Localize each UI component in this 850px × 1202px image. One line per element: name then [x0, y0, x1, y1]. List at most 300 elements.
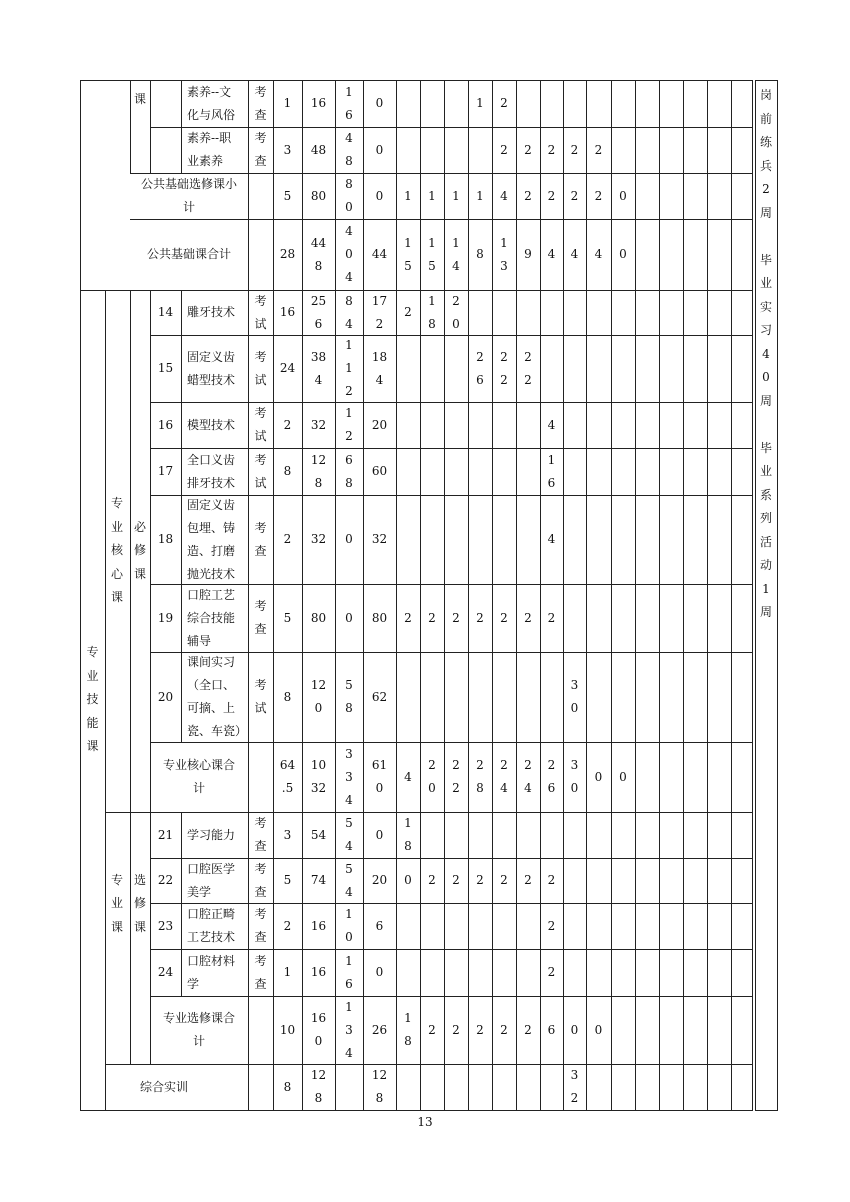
weekly-hours-cell	[444, 335, 468, 402]
credit-value: 5	[283, 610, 292, 625]
subtotal-label: 专业核心课合 计	[162, 758, 235, 795]
weekly-hours-cell	[516, 448, 540, 495]
practice-hours: 0	[375, 96, 384, 110]
weekly-hours-cell	[586, 812, 611, 858]
weekly-hours-cell: 2	[404, 610, 412, 625]
weekly-hours-cell	[396, 903, 420, 949]
weekly-hours-cell	[540, 290, 563, 335]
total-hours: 80	[310, 188, 327, 203]
weekly-hours-cell	[563, 584, 586, 652]
theory-hours: 8 4	[345, 293, 353, 331]
weekly-hours-cell: 2	[547, 610, 556, 625]
page-number: 13	[417, 1115, 433, 1129]
major-elective-label: 专 业 课	[110, 872, 123, 934]
assessment-type	[248, 173, 273, 219]
weekly-hours-cell: 2	[500, 1022, 508, 1037]
weekly-hours-cell: 2	[500, 142, 508, 157]
assessment-type: 考 查	[254, 816, 267, 853]
course-number: 23	[157, 918, 174, 933]
weekly-hours-cell: 1 5	[404, 235, 412, 273]
weekly-hours-cell	[420, 652, 444, 742]
credit-value: 3	[283, 827, 292, 842]
weekly-hours-cell	[563, 495, 586, 584]
weekly-hours-cell	[420, 812, 444, 858]
total-hours: 54	[310, 827, 327, 842]
weekly-hours-cell: 1	[404, 188, 412, 203]
course-number: 18	[157, 532, 174, 546]
weekly-hours-cell	[563, 812, 586, 858]
weekly-hours-cell: 2	[452, 610, 460, 625]
assessment-type	[248, 1064, 273, 1110]
weekly-hours-cell: 3 2	[570, 1068, 579, 1105]
weekly-hours-cell	[516, 80, 540, 127]
theory-hours: 5 8	[345, 678, 353, 715]
practice-hours: 26	[371, 1022, 388, 1037]
weekly-hours-cell: 0	[619, 188, 627, 203]
theory-hours: 3 3 4	[345, 746, 353, 807]
assessment-type	[248, 742, 273, 812]
weekly-hours-cell	[468, 812, 492, 858]
subtotal-label: 公共基础选修课小 计	[140, 177, 237, 214]
theory-hours: 4 8	[345, 131, 353, 168]
practice-hours: 17 2	[371, 293, 388, 331]
credit-value: 64 .5	[279, 758, 296, 795]
assessment-type: 考 查	[254, 907, 267, 944]
weekly-hours-cell: 2	[500, 873, 508, 887]
weekly-hours-cell	[611, 949, 635, 996]
weekly-hours-cell	[492, 812, 516, 858]
weekly-hours-cell: 1 3	[500, 235, 508, 273]
weekly-hours-cell	[492, 903, 516, 949]
credit-value: 10	[279, 1022, 296, 1037]
credit-value: 1	[283, 965, 292, 979]
total-hours: 32	[310, 417, 327, 432]
weekly-hours-cell	[420, 127, 444, 173]
theory-hours: 1 6	[345, 84, 353, 122]
weekly-hours-cell	[396, 1064, 420, 1110]
weekly-hours-cell	[540, 812, 563, 858]
course-name: 口腔材料 学	[187, 953, 236, 991]
weekly-hours-cell: 2	[500, 96, 508, 110]
course-name: 固定义齿 包埋、铸 造、打磨 抛光技术	[187, 497, 236, 581]
weekly-hours-cell: 2	[524, 610, 532, 625]
weekly-hours-cell	[611, 448, 635, 495]
practice-hours: 20	[371, 417, 388, 432]
weekly-hours-cell: 1 4	[452, 235, 460, 273]
weekly-hours-cell	[563, 402, 586, 448]
top-course-label: 课	[133, 92, 146, 107]
weekly-hours-cell	[396, 949, 420, 996]
weekly-hours-cell	[586, 335, 611, 402]
major-skill-course-label: 专 业 技 能 课	[86, 645, 99, 754]
practice-hours: 80	[371, 610, 388, 625]
credit-value: 5	[283, 873, 292, 887]
weekly-hours-cell	[611, 495, 635, 584]
weekly-hours-cell: 2	[594, 142, 603, 157]
weekly-hours-cell: 2	[570, 188, 579, 203]
weekly-hours-cell	[563, 290, 586, 335]
weekly-hours-cell	[540, 1064, 563, 1110]
weekly-hours-cell	[444, 127, 468, 173]
weekly-hours-cell: 2	[452, 1022, 460, 1037]
assessment-type: 考 试	[254, 349, 267, 387]
required-course-label: 必 修 课	[133, 519, 146, 581]
weekly-hours-cell	[563, 949, 586, 996]
course-number: 16	[157, 417, 174, 432]
weekly-hours-cell	[611, 1064, 635, 1110]
weekly-hours-cell	[540, 652, 563, 742]
weekly-hours-cell: 1	[476, 188, 484, 203]
weekly-hours-cell	[420, 402, 444, 448]
weekly-hours-cell	[586, 1064, 611, 1110]
weekly-hours-cell: 2 0	[452, 293, 460, 331]
weekly-hours-cell	[611, 335, 635, 402]
total-hours: 32	[310, 532, 327, 546]
weekly-hours-cell	[444, 812, 468, 858]
assessment-type: 考 查	[254, 520, 267, 558]
weekly-hours-cell	[396, 495, 420, 584]
weekly-hours-cell: 2 2	[524, 349, 532, 387]
weekly-hours-cell	[420, 949, 444, 996]
practice-hours: 12 8	[371, 1068, 388, 1105]
weekly-hours-cell	[586, 290, 611, 335]
total-hours: 12 0	[310, 678, 327, 715]
weekly-hours-cell	[444, 495, 468, 584]
weekly-hours-cell	[586, 402, 611, 448]
weekly-hours-cell	[516, 495, 540, 584]
weekly-hours-cell	[444, 1064, 468, 1110]
subtotal-label: 公共基础课合计	[146, 247, 231, 261]
weekly-hours-cell	[492, 402, 516, 448]
weekly-hours-cell	[611, 290, 635, 335]
credit-value: 8	[283, 689, 292, 704]
course-number: 22	[157, 873, 174, 887]
assessment-type: 考 试	[254, 293, 267, 331]
total-hours: 16	[310, 918, 327, 933]
weekly-hours-cell	[396, 652, 420, 742]
course-name: 口腔医学 美学	[187, 861, 236, 899]
weekly-hours-cell: 2 6	[547, 758, 556, 795]
course-number: 20	[157, 689, 174, 704]
theory-hours: 6 8	[345, 452, 353, 490]
weekly-hours-cell: 4	[404, 769, 412, 784]
credit-value: 8	[283, 464, 292, 478]
weekly-hours-cell	[540, 335, 563, 402]
practice-hours: 62	[371, 689, 388, 704]
theory-hours: 4 0 4	[345, 224, 353, 284]
weekly-hours-cell	[468, 949, 492, 996]
weekly-hours-cell: 6	[547, 1022, 556, 1037]
weekly-hours-cell: 2	[452, 873, 460, 887]
assessment-type: 考 试	[254, 406, 267, 443]
assessment-type: 考 查	[254, 84, 267, 122]
theory-hours: 5 4	[345, 861, 353, 899]
weekly-hours-cell: 2	[428, 1022, 436, 1037]
weekly-hours-cell	[516, 903, 540, 949]
weekly-hours-cell: 0	[619, 247, 627, 261]
weekly-hours-cell: 2	[524, 142, 532, 157]
weekly-hours-cell	[444, 448, 468, 495]
weekly-hours-cell: 2	[570, 142, 579, 157]
assessment-type: 考 查	[254, 599, 267, 636]
weekly-hours-cell	[468, 652, 492, 742]
weekly-hours-cell: 4	[500, 188, 508, 203]
weekly-hours-cell	[468, 495, 492, 584]
theory-hours: 1 3 4	[345, 999, 353, 1060]
total-hours: 74	[310, 873, 327, 887]
weekly-hours-cell: 8	[476, 247, 484, 261]
weekly-hours-cell	[586, 858, 611, 903]
assessment-type	[248, 996, 273, 1064]
weekly-hours-cell: 1 8	[404, 816, 412, 853]
weekly-hours-cell: 2	[547, 965, 556, 979]
weekly-hours-cell: 2	[547, 873, 556, 887]
practice-hours: 0	[375, 188, 384, 203]
practice-hours: 6	[375, 918, 384, 933]
weekly-hours-cell: 0	[570, 1022, 579, 1037]
theory-hours	[335, 1064, 363, 1110]
weekly-hours-cell: 2 8	[476, 758, 484, 795]
weekly-hours-cell: 2 0	[428, 758, 436, 795]
weekly-hours-cell	[563, 858, 586, 903]
weekly-hours-cell: 2	[524, 873, 532, 887]
credit-value: 2	[283, 918, 292, 933]
assessment-type: 考 查	[254, 131, 267, 168]
weekly-hours-cell: 2	[476, 873, 484, 887]
weekly-hours-cell: 1 5	[428, 235, 436, 273]
weekly-hours-cell: 4	[547, 247, 556, 261]
course-name: 素养--职 业素养	[187, 131, 232, 168]
weekly-hours-cell	[563, 80, 586, 127]
practice-hours: 18 4	[371, 349, 388, 387]
weekly-hours-cell: 2	[594, 188, 603, 203]
credit-value: 3	[283, 142, 292, 157]
theory-hours: 1 6	[345, 953, 353, 991]
assessment-type: 考 查	[254, 861, 267, 899]
course-name: 固定义齿 蜡型技术	[187, 349, 236, 387]
practice-hours: 20	[371, 873, 388, 887]
total-hours: 16	[310, 96, 327, 110]
course-name: 素养--文 化与风俗	[187, 84, 236, 122]
weekly-hours-cell: 2	[547, 918, 556, 933]
weekly-hours-cell	[468, 448, 492, 495]
weekly-hours-cell	[420, 80, 444, 127]
weekly-hours-cell	[563, 903, 586, 949]
course-number: 24	[157, 965, 174, 979]
weekly-hours-cell	[611, 402, 635, 448]
weekly-hours-cell	[586, 903, 611, 949]
course-number: 15	[157, 361, 174, 375]
weekly-hours-cell	[611, 584, 635, 652]
total-hours: 16	[310, 965, 327, 979]
course-name: 雕牙技术	[187, 305, 236, 319]
weekly-hours-cell	[468, 127, 492, 173]
weekly-hours-cell	[540, 80, 563, 127]
course-number: 21	[157, 827, 174, 842]
weekly-hours-cell	[396, 402, 420, 448]
side-note: 岗 前 练 兵 2 周 毕 业 实 习 4 0 周 毕 业 系 列 活 动 1 周	[759, 88, 772, 619]
theory-hours: 0	[345, 532, 353, 546]
course-number: 17	[157, 464, 174, 478]
weekly-hours-cell: 1	[452, 188, 460, 203]
weekly-hours-cell	[444, 903, 468, 949]
course-name: 学习能力	[187, 827, 236, 842]
core-course-label: 专 业 核 心 课	[110, 496, 123, 605]
total-hours: 25 6	[310, 293, 327, 331]
practice-hours: 60	[371, 464, 388, 478]
weekly-hours-cell	[516, 402, 540, 448]
weekly-hours-cell	[586, 495, 611, 584]
weekly-hours-cell: 2	[524, 188, 532, 203]
weekly-hours-cell: 2	[524, 1022, 532, 1037]
credit-value: 8	[283, 1079, 292, 1094]
weekly-hours-cell	[492, 495, 516, 584]
total-hours: 80	[310, 610, 327, 625]
assessment-type: 考 试	[254, 452, 267, 490]
weekly-hours-cell: 0	[594, 1022, 603, 1037]
weekly-hours-cell: 2 2	[452, 758, 460, 795]
weekly-hours-cell	[492, 448, 516, 495]
weekly-hours-cell	[396, 80, 420, 127]
theory-hours: 8 0	[345, 177, 353, 214]
weekly-hours-cell: 1	[476, 96, 484, 110]
weekly-hours-cell	[516, 290, 540, 335]
weekly-hours-cell	[586, 652, 611, 742]
weekly-hours-cell: 2	[476, 1022, 484, 1037]
weekly-hours-cell	[586, 584, 611, 652]
weekly-hours-cell: 3 0	[570, 678, 579, 715]
weekly-hours-cell	[516, 812, 540, 858]
weekly-hours-cell	[444, 402, 468, 448]
total-hours: 10 32	[310, 758, 327, 795]
weekly-hours-cell	[586, 80, 611, 127]
weekly-hours-cell	[444, 80, 468, 127]
credit-value: 2	[283, 417, 292, 432]
weekly-hours-cell	[420, 1064, 444, 1110]
weekly-hours-cell	[563, 448, 586, 495]
weekly-hours-cell	[516, 1064, 540, 1110]
weekly-hours-cell: 2	[428, 873, 436, 887]
weekly-hours-cell	[492, 949, 516, 996]
weekly-hours-cell: 9	[524, 247, 532, 261]
course-name: 全口义齿 排牙技术	[187, 452, 236, 490]
weekly-hours-cell	[516, 652, 540, 742]
weekly-hours-cell: 2	[547, 142, 556, 157]
weekly-hours-cell: 2	[476, 610, 484, 625]
weekly-hours-cell	[611, 812, 635, 858]
weekly-hours-cell: 4	[594, 247, 603, 261]
course-name: 课间实习 （全口、 可摘、上 瓷、车瓷）	[187, 655, 248, 738]
weekly-hours-cell	[611, 996, 635, 1064]
weekly-hours-cell: 2 4	[500, 758, 508, 795]
theory-hours: 1 0	[345, 907, 353, 944]
weekly-hours-cell	[586, 448, 611, 495]
theory-hours: 1 2	[345, 406, 353, 443]
elective-label: 选 修 课	[133, 872, 146, 934]
practice-hours: 32	[371, 532, 388, 546]
weekly-hours-cell	[492, 652, 516, 742]
weekly-hours-cell	[611, 80, 635, 127]
weekly-hours-cell	[586, 949, 611, 996]
theory-hours: 0	[345, 610, 353, 625]
assessment-type	[248, 219, 273, 290]
practice-hours: 61 0	[371, 758, 388, 795]
weekly-hours-cell: 2	[547, 188, 556, 203]
theory-hours: 5 4	[345, 816, 353, 853]
course-name: 口腔正畸 工艺技术	[187, 907, 236, 944]
weekly-hours-cell	[396, 448, 420, 495]
total-hours: 12 8	[310, 1068, 327, 1105]
weekly-hours-cell: 2	[428, 610, 436, 625]
weekly-hours-cell	[468, 903, 492, 949]
credit-value: 28	[279, 247, 296, 261]
total-hours: 44 8	[310, 235, 327, 273]
weekly-hours-cell: 4	[570, 247, 579, 261]
course-number: 14	[157, 305, 174, 319]
weekly-hours-cell	[444, 652, 468, 742]
credit-value: 1	[283, 96, 292, 110]
weekly-hours-cell	[420, 495, 444, 584]
weekly-hours-cell	[611, 127, 635, 173]
weekly-hours-cell: 2 4	[524, 758, 532, 795]
weekly-hours-cell	[611, 858, 635, 903]
course-name: 口腔工艺 综合技能 辅导	[187, 587, 236, 648]
weekly-hours-cell: 2	[404, 305, 412, 319]
course-number: 19	[157, 610, 174, 625]
total-hours: 48	[310, 142, 327, 157]
weekly-hours-cell: 2 2	[500, 349, 508, 387]
weekly-hours-cell	[396, 127, 420, 173]
weekly-hours-cell: 1	[428, 188, 436, 203]
practice-hours: 44	[371, 247, 388, 261]
weekly-hours-cell: 0	[594, 769, 603, 784]
weekly-hours-cell: 3 0	[570, 758, 579, 795]
total-hours: 16 0	[310, 1011, 327, 1048]
weekly-hours-cell: 4	[547, 417, 556, 432]
practice-hours: 0	[375, 142, 384, 157]
practice-hours: 0	[375, 827, 384, 842]
weekly-hours-cell	[444, 949, 468, 996]
credit-value: 24	[279, 361, 296, 375]
weekly-hours-cell: 2	[500, 610, 508, 625]
weekly-hours-cell	[563, 335, 586, 402]
weekly-hours-cell	[611, 652, 635, 742]
weekly-hours-cell: 0	[404, 873, 412, 887]
weekly-hours-cell	[468, 402, 492, 448]
practice-hours: 0	[375, 965, 384, 979]
weekly-hours-cell: 2 6	[476, 349, 484, 387]
weekly-hours-cell: 1 8	[428, 293, 436, 331]
credit-value: 2	[283, 532, 292, 546]
subtotal-label: 综合实训	[139, 1079, 188, 1094]
weekly-hours-cell	[420, 448, 444, 495]
assessment-type: 考 试	[254, 678, 267, 715]
weekly-hours-cell	[420, 335, 444, 402]
weekly-hours-cell	[468, 1064, 492, 1110]
weekly-hours-cell	[516, 949, 540, 996]
weekly-hours-cell: 1 6	[547, 452, 556, 490]
weekly-hours-cell	[611, 903, 635, 949]
weekly-hours-cell: 4	[547, 532, 556, 546]
weekly-hours-cell	[492, 1064, 516, 1110]
course-name: 模型技术	[187, 417, 236, 432]
credit-value: 5	[283, 188, 292, 203]
weekly-hours-cell	[396, 335, 420, 402]
theory-hours: 1 1 2	[345, 338, 353, 398]
subtotal-label: 专业选修课合 计	[162, 1011, 235, 1048]
weekly-hours-cell: 0	[619, 769, 627, 784]
weekly-hours-cell	[492, 290, 516, 335]
